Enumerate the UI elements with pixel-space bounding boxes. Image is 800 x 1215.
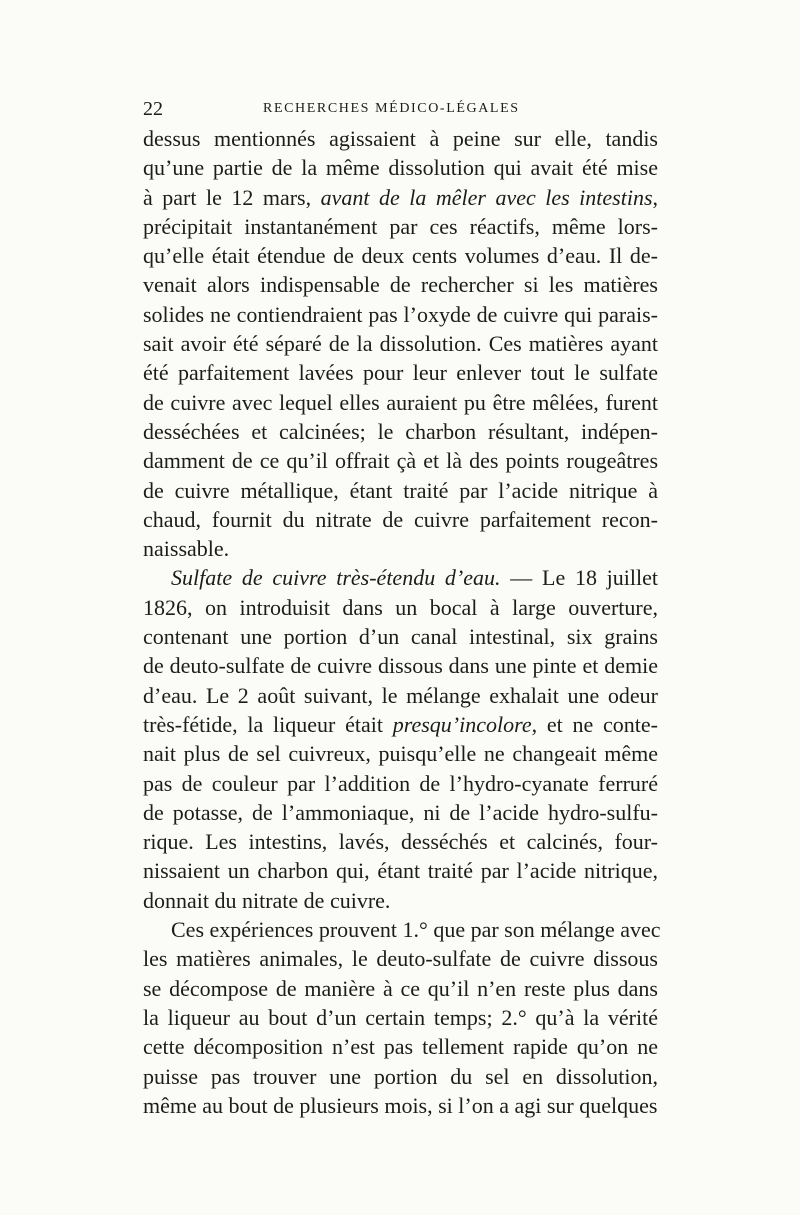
text-segment: nissaient un charbon qui, étant traité par l’acide nitrique, <box>143 858 658 884</box>
text-line <box>143 446 658 475</box>
text-segment: la liqueur au bout d’un certain temps; 2.° qu’à la vérité <box>143 1004 658 1030</box>
text-line <box>143 476 658 505</box>
text-line <box>143 769 658 798</box>
text-line <box>143 827 658 856</box>
text-segment: cette décomposition n’est pas tellement rapide qu’on ne <box>143 1034 658 1060</box>
text-segment: de cuivre métallique, étant traité par l’acide nitrique à <box>143 477 658 503</box>
text-line <box>143 417 658 446</box>
text-line <box>143 300 658 329</box>
text-segment: , et ne conte- <box>531 711 658 737</box>
text-segment: de deuto-sulfate de cuivre dissous dans une pinte et demie <box>143 653 658 679</box>
text-line <box>143 915 661 944</box>
text-segment: nait plus de sel cuivreux, puisqu’elle ne changeait même <box>143 741 658 767</box>
text-segment: très-fétide, la liqueur était <box>143 711 393 737</box>
text-line <box>143 651 658 680</box>
text-segment: — Le 18 juillet <box>500 565 659 591</box>
text-segment: desséchées et calcinées; le charbon résultant, indépen- <box>143 418 658 444</box>
page-header <box>143 98 663 126</box>
text-line <box>143 388 658 417</box>
text-line <box>143 739 658 768</box>
text-line <box>143 681 658 710</box>
text-line <box>143 563 658 592</box>
text-segment: à part le 12 mars, <box>143 184 321 210</box>
text-line <box>143 1062 658 1091</box>
text-segment: d’eau. Le 2 août suivant, le mélange exhalait une odeur <box>143 682 658 708</box>
text-line <box>143 856 658 885</box>
text-segment: précipitait instantanément par ces réactifs, même lors- <box>143 213 658 239</box>
text-segment: se décompose de manière à ce qu’il n’en reste plus dans <box>143 975 658 1001</box>
paragraph <box>143 563 658 915</box>
text-segment: les matières animales, le deuto-sulfate de cuivre dissous <box>143 946 658 972</box>
text-line <box>143 329 658 358</box>
text-segment: sait avoir été séparé de la dissolution. Ces matières ayant <box>143 331 658 357</box>
text-line <box>143 534 658 563</box>
text-line <box>143 593 658 622</box>
text-line <box>143 1032 658 1061</box>
paragraph <box>143 915 661 1120</box>
text-segment: 1826, on introduisit dans un bocal à large ouverture, <box>143 594 658 620</box>
text-segment: qu’elle était étendue de deux cents volumes d’eau. Il de- <box>143 243 658 269</box>
text-line <box>143 212 658 241</box>
text-line <box>143 974 658 1003</box>
paragraph <box>143 124 658 563</box>
text-segment: de potasse, de l’ammoniaque, ni de l’acide hydro-sulfu- <box>143 799 658 825</box>
text-segment: de cuivre avec lequel elles auraient pu être mêlées, furent <box>143 389 658 415</box>
text-segment: puisse pas trouver une portion du sel en dissolution, <box>143 1063 658 1089</box>
text-line <box>143 241 658 270</box>
page-body <box>143 124 661 1120</box>
text-line <box>143 1091 658 1120</box>
text-segment: solides ne contiendraient pas l’oxyde de cuivre qui parais- <box>143 301 658 327</box>
text-line <box>143 944 658 973</box>
text-segment: Ces expériences prouvent 1.° que par son mélange avec <box>171 917 661 943</box>
running-title: RECHERCHES MÉDICO-LÉGALES <box>263 101 520 116</box>
text-line <box>143 270 658 299</box>
text-line <box>143 622 658 651</box>
text-line <box>143 153 658 182</box>
text-segment: qu’une partie de la même dissolution qui avait été mise <box>143 155 658 181</box>
text-segment: donnait du nitrate de cuivre. <box>143 887 391 913</box>
text-segment: pas de couleur par l’addition de l’hydro-cyanate ferruré <box>143 770 658 796</box>
text-segment: même au bout de plusieurs mois, si l’on a agi sur quelques <box>143 1092 658 1118</box>
text-line <box>143 710 658 739</box>
text-segment: venait alors indispensable de rechercher si les matières <box>143 272 658 298</box>
italic-segment: Sulfate de cuivre très-étendu d’eau. <box>171 565 501 591</box>
text-line <box>143 1003 658 1032</box>
italic-segment: presqu’incolore <box>392 711 532 737</box>
text-segment: dessus mentionnés agissaient à peine sur elle, tandis <box>143 126 658 151</box>
text-line <box>143 358 658 387</box>
text-segment: naissable. <box>143 536 230 562</box>
text-line <box>143 505 658 534</box>
text-segment: été parfaitement lavées pour leur enlever tout le sulfate <box>143 360 658 386</box>
text-line <box>143 124 658 153</box>
text-segment: , <box>652 184 659 210</box>
page-number: 22 <box>143 98 163 120</box>
text-line <box>143 886 658 915</box>
text-line <box>143 183 658 212</box>
text-line <box>143 798 658 827</box>
italic-segment: avant de la mêler avec les intestins <box>320 184 653 210</box>
text-segment: rique. Les intestins, lavés, desséchés et calcinés, four- <box>143 829 658 855</box>
text-segment: damment de ce qu’il offrait çà et là des points rougeâtres <box>143 448 658 474</box>
text-segment: contenant une portion d’un canal intestinal, six grains <box>143 624 658 650</box>
text-segment: chaud, fournit du nitrate de cuivre parfaitement recon- <box>143 506 658 532</box>
